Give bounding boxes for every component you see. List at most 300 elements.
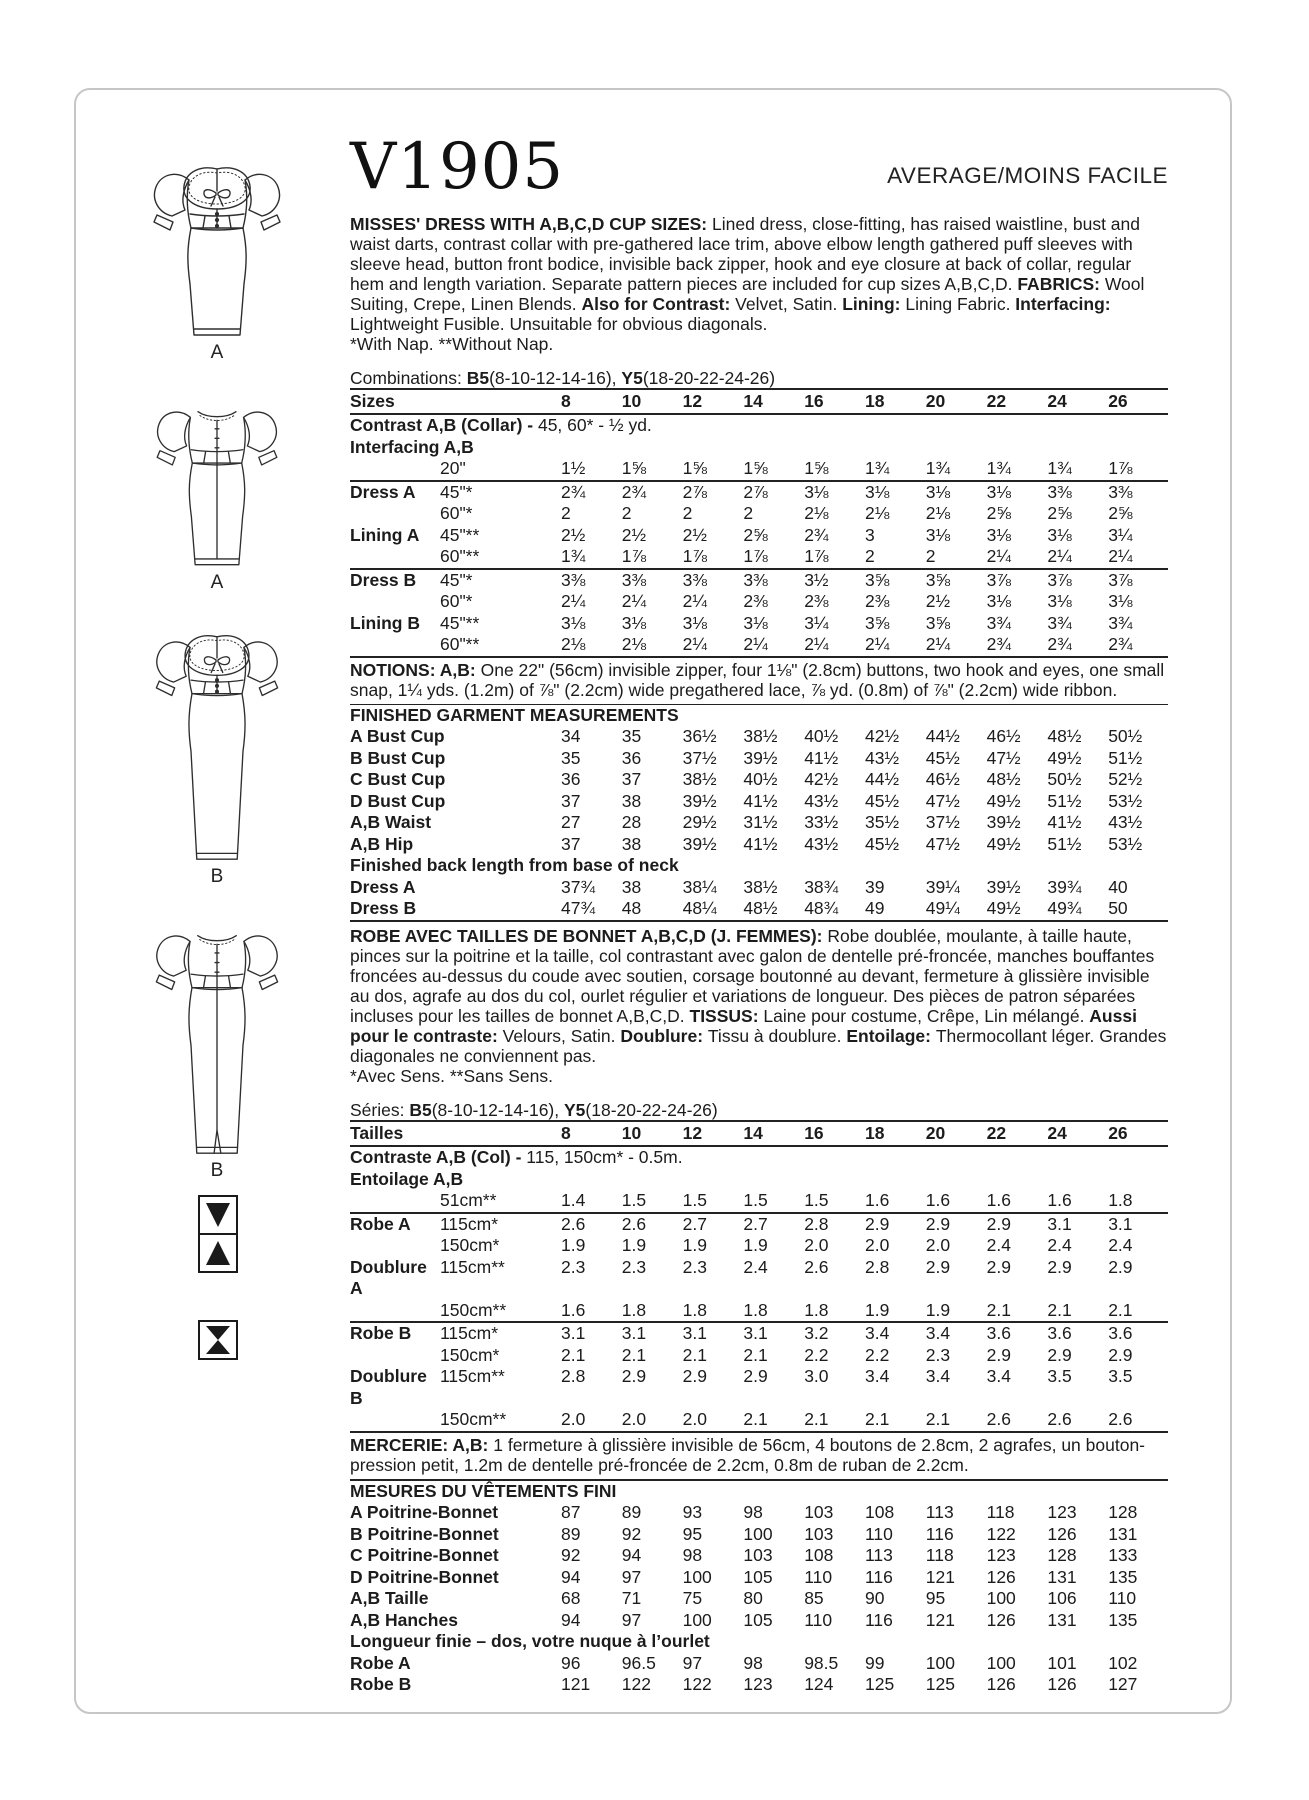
yardage-value: 3½ — [804, 569, 829, 590]
text-segment: MERCERIE: A,B: — [350, 1434, 494, 1455]
dress-b-back-illustration — [140, 899, 294, 1159]
yardage-value: 3.1 — [561, 1323, 586, 1344]
yardage-value: 2.1 — [925, 1409, 951, 1430]
table-row — [350, 705, 1168, 727]
illustration-column — [84, 136, 350, 1712]
measurement-value: 41½ — [743, 790, 778, 811]
table-row — [350, 591, 1168, 613]
measurement-value: 37½ — [682, 747, 717, 768]
measurement-value: 31½ — [743, 812, 778, 833]
view-label-a-front: A — [210, 342, 224, 363]
yardage-value: 3⅜ — [682, 569, 707, 590]
table-cell — [440, 391, 560, 413]
yardage-value: 2.1 — [743, 1344, 768, 1365]
table-row — [350, 1321, 1168, 1345]
row-label: Doublure A — [350, 1256, 427, 1299]
measurement-value: 33½ — [804, 812, 839, 833]
measurement-value: 110 — [804, 1566, 833, 1587]
table-row — [350, 1235, 1168, 1257]
measurement-value: 93 — [682, 1502, 703, 1523]
yardage-value: 2¼ — [682, 634, 707, 655]
fabric-width-label: 150cm** — [440, 1409, 507, 1430]
measurement-value: 51½ — [1108, 747, 1143, 768]
mercerie-text — [350, 1433, 1168, 1481]
measurement-value: 38¼ — [682, 876, 717, 897]
measurement-value: 49½ — [986, 790, 1021, 811]
text-segment: *Avec Sens. **Sans Sens. — [350, 1065, 553, 1086]
text-segment: Entoilage: — [846, 1025, 936, 1046]
text-segment: Also for Contrast: — [581, 293, 736, 314]
yardage-value: 2½ — [925, 591, 951, 612]
row-label — [350, 546, 440, 568]
yardage-value: 3¾ — [1108, 612, 1133, 633]
fabric-width-label: 115cm** — [440, 1256, 505, 1277]
text-segment: 115, 150cm* - 0.5m. — [526, 1147, 683, 1168]
yardage-value: 3¾ — [986, 612, 1011, 633]
yardage-value: 2.2 — [804, 1344, 829, 1365]
view-label-a-back: A — [210, 572, 224, 593]
measurement-value: 110 — [804, 1609, 833, 1630]
row-label: A Poitrine-Bonnet — [350, 1502, 499, 1523]
row-label: Robe A — [350, 1652, 411, 1673]
text-segment: Séries: — [350, 1099, 410, 1120]
yardage-value: 1.9 — [682, 1235, 707, 1256]
measurement-value: 108 — [804, 1545, 834, 1566]
yardage-value: 2⅝ — [1108, 503, 1133, 524]
measurement-value: 97 — [621, 1609, 642, 1630]
yardage-value: 2.9 — [743, 1366, 768, 1387]
measurement-value: 49½ — [1047, 747, 1082, 768]
yardage-value: 2¼ — [682, 591, 707, 612]
measurement-value: 116 — [864, 1566, 893, 1587]
measurement-value: 41½ — [1047, 812, 1082, 833]
text-segment: Entoilage A,B — [350, 1168, 464, 1189]
yardage-value: 2⅛ — [804, 503, 829, 524]
yardage-value: 2⅞ — [743, 481, 768, 502]
table-row — [350, 1545, 1168, 1567]
row-label: B Bust Cup — [350, 747, 446, 768]
text-segment: (8-10-12-14-16), — [431, 1099, 564, 1120]
table-section-heading: Finished back length from base of neck — [350, 855, 679, 876]
combinations-line — [350, 368, 1168, 388]
yardage-value: 1.6 — [561, 1299, 586, 1320]
yardage-value: 2.8 — [804, 1213, 829, 1234]
measurement-value: 108 — [864, 1502, 895, 1523]
size-column-header: 12 — [682, 390, 703, 411]
yardage-value: 3⅜ — [1047, 481, 1072, 502]
text-segment: Lined dress, close-fitting, has raised waistline, bust and waist darts, contrast collar with pre-gathered lace trim, above elbow length gathered puff sleeves with sleeve head, button front bodice, invisible back zipper, hook and eye closure at back of collar, regular hem and length variation. Separate pattern pieces are included for cup sizes A,B,C,D. — [350, 213, 1140, 294]
fabric-width-label: 150cm* — [440, 1344, 500, 1365]
measurement-value: 48½ — [1047, 726, 1082, 747]
text-segment: Lining: — [842, 293, 906, 314]
measurement-value: 50 — [1108, 898, 1128, 919]
yardage-value: 2 — [621, 503, 632, 524]
table-row — [350, 1674, 1168, 1696]
pattern-envelope-back — [74, 88, 1232, 1714]
yardage-value: 2 — [864, 546, 875, 567]
yardage-value: 1½ — [561, 458, 586, 479]
measurement-value: 87 — [561, 1502, 581, 1523]
yardage-value: 1.9 — [743, 1235, 768, 1256]
measurement-value: 37 — [621, 769, 642, 790]
text-segment: B5 — [466, 367, 490, 388]
yardage-value: 2¼ — [1047, 546, 1072, 567]
metric-yardage-table — [350, 1120, 1168, 1433]
yardage-value: 1.8 — [682, 1299, 707, 1320]
text-segment: Velvet, Satin. — [735, 293, 843, 314]
yardage-value: 2.9 — [1047, 1256, 1072, 1277]
table-row — [350, 503, 1168, 525]
yardage-table — [350, 388, 1168, 658]
row-label: B Poitrine-Bonnet — [350, 1523, 499, 1544]
yardage-value: 2.1 — [621, 1344, 647, 1365]
row-label: A Bust Cup — [350, 726, 445, 747]
garment-description-en — [350, 214, 1168, 354]
yardage-value: 2⅛ — [621, 634, 647, 655]
yardage-value: 1.9 — [621, 1235, 647, 1256]
table-row — [350, 748, 1168, 770]
size-column-header: 24 — [1047, 1122, 1067, 1143]
size-header-row — [350, 388, 1168, 416]
yardage-value: 2.1 — [864, 1409, 890, 1430]
header-row — [350, 130, 1168, 204]
fabric-width-label: 51cm** — [440, 1190, 497, 1211]
yardage-value: 3⅛ — [925, 524, 951, 545]
table-row — [350, 1366, 1168, 1409]
measurement-value: 94 — [561, 1566, 581, 1587]
row-label: D Bust Cup — [350, 790, 446, 811]
measurement-value: 39½ — [743, 747, 778, 768]
table-row — [350, 1567, 1168, 1589]
yardage-value: 2.9 — [986, 1213, 1011, 1234]
yardage-value: 3⅛ — [1047, 524, 1072, 545]
table-row — [350, 812, 1168, 834]
measurement-value: 116 — [925, 1523, 954, 1544]
table-row — [350, 1169, 1168, 1191]
yardage-value: 2¼ — [743, 634, 768, 655]
text-segment: 45, 60* - ½ yd. — [537, 415, 652, 436]
yardage-value: 1⅝ — [682, 458, 707, 479]
size-column-header: 16 — [804, 390, 824, 411]
text-segment: (8-10-12-14-16), — [489, 367, 622, 388]
measurement-value: 35 — [561, 747, 581, 768]
measurement-value: 103 — [743, 1545, 773, 1566]
yardage-value: 2.1 — [1047, 1299, 1072, 1320]
table-row — [350, 458, 1168, 480]
fabric-width-label: 45"** — [440, 524, 480, 545]
yardage-value: 1⅞ — [743, 546, 768, 567]
yardage-value: 3⅜ — [561, 569, 586, 590]
yardage-value: 2.6 — [561, 1213, 586, 1234]
yardage-value: 1.9 — [864, 1299, 890, 1320]
measurement-value: 103 — [804, 1523, 834, 1544]
measurement-value: 106 — [1047, 1588, 1077, 1609]
yardage-value: 3.4 — [925, 1366, 951, 1387]
yardage-value: 2½ — [561, 524, 586, 545]
notions-text — [350, 658, 1168, 705]
measurement-value: 46½ — [925, 769, 960, 790]
yardage-value: 3.5 — [1108, 1366, 1133, 1387]
size-column-header: 26 — [1108, 390, 1128, 411]
yardage-value: 3⅛ — [682, 612, 707, 633]
yardage-value: 2.9 — [986, 1344, 1011, 1365]
yardage-value: 3¼ — [1108, 524, 1133, 545]
table-row — [350, 791, 1168, 813]
yardage-value: 2.0 — [925, 1235, 951, 1256]
yardage-value: 3.4 — [925, 1323, 951, 1344]
yardage-value: 3⅝ — [864, 569, 890, 590]
table-note — [350, 1169, 1168, 1191]
table-note — [350, 437, 1168, 459]
yardage-value: 3⅛ — [986, 481, 1011, 502]
row-label: C Bust Cup — [350, 769, 446, 790]
measurement-value: 40½ — [743, 769, 778, 790]
yardage-value: 2.1 — [682, 1344, 707, 1365]
measurement-value: 34 — [561, 726, 581, 747]
text-segment: (18-20-22-24-26) — [642, 367, 776, 388]
text-segment: MISSES' DRESS WITH A,B,C,D CUP SIZES: — [350, 213, 712, 234]
text-segment: Y5 — [564, 1099, 586, 1120]
measurement-value: 100 — [986, 1588, 1016, 1609]
row-label: Dress B — [350, 569, 417, 590]
table-section-heading: Longueur finie – dos, votre nuque à l’ourlet — [350, 1631, 710, 1652]
yardage-value: 2.0 — [864, 1235, 890, 1256]
yardage-value: 1.9 — [925, 1299, 951, 1320]
size-column-header: 8 — [561, 1122, 571, 1143]
measurement-value: 47½ — [925, 833, 960, 854]
table-row — [350, 1631, 1168, 1653]
measurement-value: 98.5 — [804, 1652, 839, 1673]
measurement-value: 95 — [682, 1523, 703, 1544]
measurement-value: 50½ — [1108, 726, 1143, 747]
fabric-width-label: 20" — [440, 458, 466, 479]
fabric-width-label: 115cm* — [440, 1213, 499, 1234]
measurement-value: 36 — [561, 769, 581, 790]
row-label: A,B Hanches — [350, 1609, 458, 1630]
measurement-value: 94 — [621, 1545, 642, 1566]
yardage-value: 2.1 — [561, 1344, 586, 1365]
yardage-value: 3.5 — [1047, 1366, 1072, 1387]
measurement-value: 48½ — [743, 898, 778, 919]
row-label: Robe A — [350, 1213, 411, 1234]
yardage-value: 2.6 — [621, 1213, 647, 1234]
yardage-value: 2½ — [621, 524, 647, 545]
measurement-value: 51½ — [1047, 833, 1082, 854]
dress-a-front-illustration — [137, 136, 297, 341]
yardage-value: 1.9 — [561, 1235, 586, 1256]
measurement-value: 123 — [743, 1674, 773, 1695]
measurement-value: 49½ — [986, 898, 1021, 919]
yardage-value: 2 — [925, 546, 936, 567]
measurement-value: 71 — [621, 1588, 642, 1609]
yardage-value: 3⅜ — [621, 569, 647, 590]
content-column — [350, 130, 1168, 1712]
measurement-value: 105 — [743, 1566, 773, 1587]
measurement-value: 41½ — [743, 833, 778, 854]
measurement-value: 100 — [743, 1523, 773, 1544]
row-label: Dress B — [350, 898, 417, 919]
measurement-value: 110 — [1108, 1588, 1137, 1609]
text-segment: Wool Suiting, Crepe, Linen Blends. — [350, 273, 1145, 314]
pattern-number: V1905 — [350, 130, 565, 204]
yardage-value: 2¾ — [804, 524, 829, 545]
measurement-value: 95 — [925, 1588, 946, 1609]
measurement-value: 122 — [621, 1674, 651, 1695]
fabric-width-label: 115cm** — [440, 1366, 505, 1387]
yardage-value: 3⅛ — [1108, 591, 1133, 612]
measurement-value: 131 — [1108, 1523, 1138, 1544]
yardage-value: 3⅛ — [1047, 591, 1072, 612]
fabric-width-label: 45"* — [440, 569, 473, 590]
text-segment: Lining Fabric. — [905, 293, 1016, 314]
size-column-header: 26 — [1108, 1122, 1128, 1143]
table-row — [350, 1409, 1168, 1431]
table-row — [350, 726, 1168, 748]
yardage-value: 2 — [743, 503, 754, 524]
yardage-value: 2⅝ — [743, 524, 768, 545]
measurement-value: 128 — [1108, 1502, 1138, 1523]
yardage-value: 1⅝ — [804, 458, 829, 479]
yardage-value: 1.5 — [804, 1190, 829, 1211]
measurement-value: 42½ — [864, 726, 900, 747]
measurement-value: 118 — [986, 1502, 1015, 1523]
yardage-value: 2.6 — [1108, 1409, 1133, 1430]
size-column-header: 10 — [621, 390, 642, 411]
text-segment: FABRICS: — [1017, 273, 1105, 294]
text-segment: (18-20-22-24-26) — [585, 1099, 718, 1120]
yardage-value: 2⅜ — [743, 591, 768, 612]
yardage-value: 2⅜ — [804, 591, 829, 612]
yardage-value: 3⅛ — [986, 524, 1011, 545]
yardage-value: 2.4 — [1108, 1235, 1133, 1256]
measurement-value: 123 — [1047, 1502, 1077, 1523]
yardage-value: 2.7 — [682, 1213, 707, 1234]
yardage-value: 3⅛ — [561, 612, 586, 633]
measurement-value: 128 — [1047, 1545, 1077, 1566]
text-segment: Contraste A,B (Col) - — [350, 1147, 527, 1168]
fabric-width-label: 60"** — [440, 546, 480, 567]
yardage-value: 2.1 — [743, 1409, 768, 1430]
view-label-b-back: B — [210, 1160, 224, 1181]
yardage-value: 3⅞ — [1047, 569, 1072, 590]
measurement-value: 38½ — [743, 726, 778, 747]
row-label: A,B Taille — [350, 1588, 429, 1609]
measurement-value: 47½ — [986, 747, 1021, 768]
size-column-header: 24 — [1047, 390, 1067, 411]
size-header-label: Tailles — [350, 1122, 404, 1143]
yardage-value: 2⅝ — [986, 503, 1011, 524]
yardage-value: 1.5 — [682, 1190, 707, 1211]
measurement-value: 126 — [986, 1674, 1016, 1695]
measurement-value: 68 — [561, 1588, 581, 1609]
text-segment: Robe doublée, moulante, à taille haute, pinces sur la poitrine et la taille, col contrastant avec galon de dentelle pré-froncée, manches bouffantes froncées au-dessus du coude avec soutien, corsage boutonné au devant, fermeture à glissière invisible au dos, agrafe au dos du col, ourlet régulier et variations de longueur. Des pièces de patron séparées incluses pour les tailles de bonnet A,B,C,D. — [350, 925, 1155, 1026]
yardage-value: 2¼ — [1108, 546, 1133, 567]
yardage-value: 1.8 — [804, 1299, 829, 1320]
text-segment: Lightweight Fusible. Unsuitable for obvious diagonals. — [350, 313, 768, 334]
dress-a-back-illustration — [141, 375, 293, 571]
measurement-value: 44½ — [925, 726, 960, 747]
measurement-value: 100 — [925, 1652, 955, 1673]
yardage-value: 3.6 — [1047, 1323, 1072, 1344]
yardage-value: 3⅛ — [804, 481, 829, 502]
yardage-value: 2.6 — [1047, 1409, 1072, 1430]
measurement-value: 47½ — [925, 790, 960, 811]
yardage-value: 2¼ — [561, 591, 586, 612]
row-label — [350, 591, 440, 613]
measurement-value: 44½ — [864, 769, 900, 790]
measurement-value: 125 — [864, 1674, 895, 1695]
measurement-value: 127 — [1108, 1674, 1138, 1695]
row-label: Dress A — [350, 876, 416, 897]
text-segment: Interfacing A,B — [350, 436, 474, 457]
table-row — [350, 525, 1168, 547]
yardage-value: 2¼ — [621, 591, 647, 612]
fabric-width-label: 60"* — [440, 591, 473, 612]
yardage-value: 3⅜ — [1108, 481, 1133, 502]
yardage-value: 3⅜ — [743, 569, 768, 590]
text-segment: Combinations: — [350, 367, 467, 388]
yardage-value: 2⅛ — [925, 503, 951, 524]
measurement-value: 40 — [1108, 876, 1128, 897]
measurement-value: 35 — [621, 726, 642, 747]
measurement-value: 100 — [682, 1609, 712, 1630]
yardage-value: 2½ — [682, 524, 707, 545]
table-section-heading: MESURES DU VÊTEMENTS FINI — [350, 1480, 617, 1501]
measurement-value: 113 — [925, 1502, 954, 1523]
yardage-value: 1.8 — [1108, 1190, 1133, 1211]
measurement-value: 135 — [1108, 1609, 1138, 1630]
measurement-value: 113 — [864, 1545, 893, 1566]
measurement-value: 38 — [621, 876, 642, 897]
yardage-value: 3⅞ — [1108, 569, 1133, 590]
nap-symbols — [185, 1193, 249, 1383]
finished-garment-measurements-table — [350, 705, 1168, 922]
text-segment: TISSUS: — [689, 1005, 764, 1026]
yardage-value: 2 — [682, 503, 693, 524]
yardage-value: 2⅞ — [682, 481, 707, 502]
measurement-value: 96.5 — [621, 1652, 656, 1673]
table-row — [350, 568, 1168, 592]
measurement-value: 46½ — [986, 726, 1021, 747]
yardage-value: 3.1 — [1108, 1213, 1133, 1234]
size-column-header: 20 — [925, 1122, 946, 1143]
yardage-value: 3⅝ — [925, 569, 951, 590]
yardage-value: 2.3 — [925, 1344, 951, 1365]
yardage-value: 2.0 — [804, 1235, 829, 1256]
size-column-header: 20 — [925, 390, 946, 411]
yardage-value: 3⅛ — [743, 612, 768, 633]
measurement-value: 89 — [561, 1523, 581, 1544]
yardage-value: 2¼ — [804, 634, 829, 655]
yardage-value: 1.8 — [743, 1299, 768, 1320]
yardage-value: 2.9 — [1108, 1344, 1133, 1365]
yardage-value: 3.4 — [864, 1366, 890, 1387]
row-label: A,B Hip — [350, 833, 414, 854]
fabric-width-label: 115cm* — [440, 1323, 499, 1344]
measurement-value: 37 — [561, 833, 581, 854]
yardage-value: 2.9 — [925, 1213, 951, 1234]
table-cell — [440, 1123, 560, 1145]
yardage-value: 2.9 — [621, 1366, 647, 1387]
yardage-value: 2.9 — [682, 1366, 707, 1387]
triangle-down-icon — [206, 1203, 230, 1227]
measurement-value: 42½ — [804, 769, 839, 790]
view-label-b-front: B — [210, 866, 224, 887]
yardage-value: 2.4 — [986, 1235, 1011, 1256]
double-triangle-icon — [206, 1326, 230, 1354]
size-header-label: Sizes — [350, 390, 395, 411]
measurement-value: 118 — [925, 1545, 954, 1566]
